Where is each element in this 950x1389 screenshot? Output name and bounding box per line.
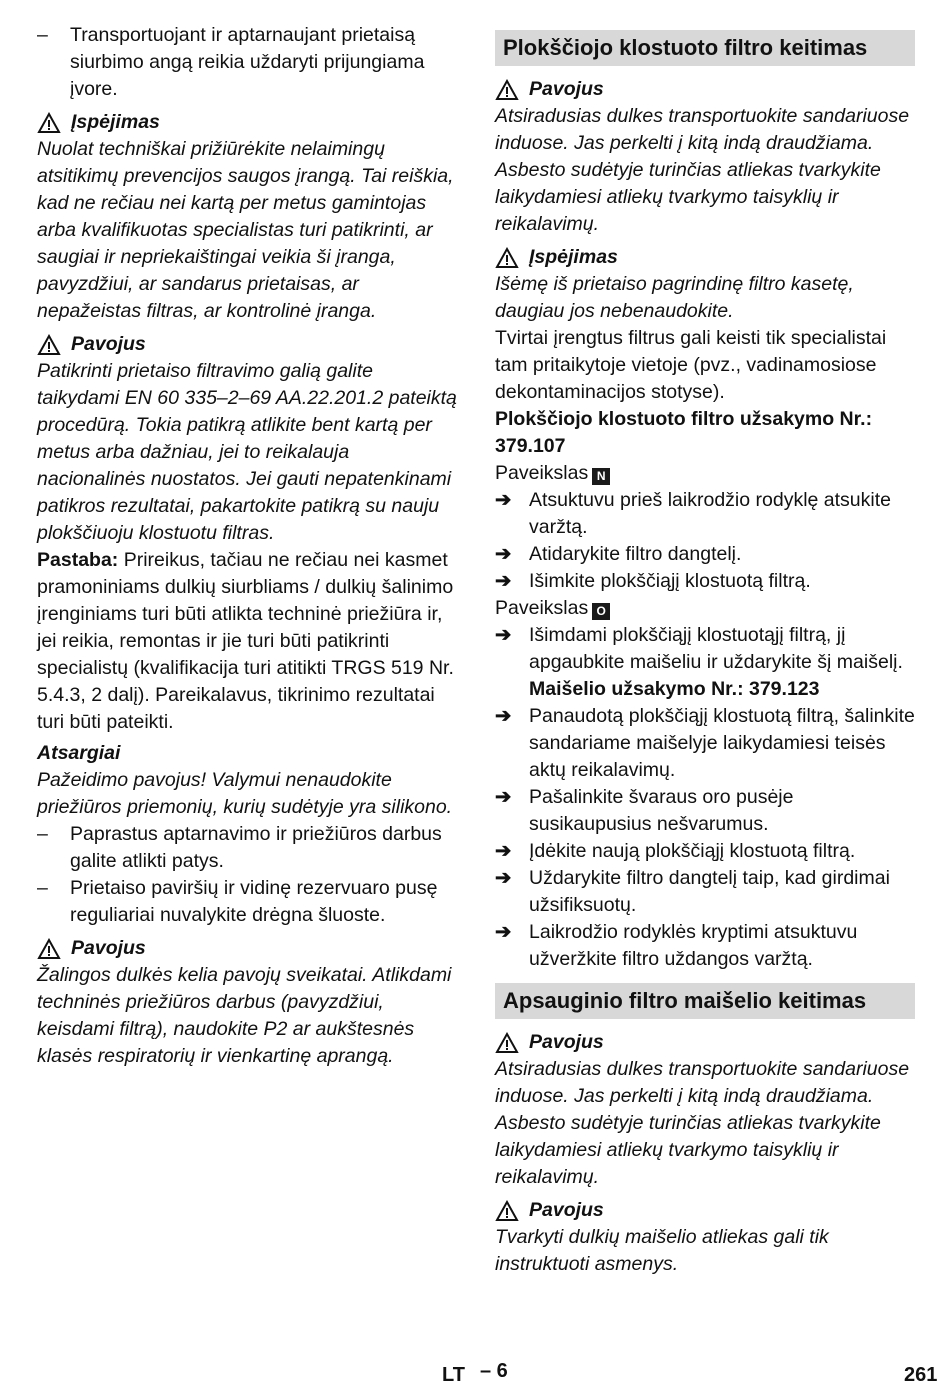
warning-triangle-icon	[495, 79, 519, 101]
footer-language: LT	[442, 1364, 465, 1386]
arrow-right-icon: ➔	[495, 705, 512, 727]
arrow-right-icon: ➔	[495, 489, 512, 511]
note-paragraph	[37, 547, 457, 736]
list-item: ➔ Laikrodžio rodyklės kryptimi atsuktuvu užveržkite filtro uždangos varžtą.	[495, 919, 915, 973]
arrow-right-icon: ➔	[495, 840, 512, 862]
danger-heading: Pavojus	[495, 76, 915, 103]
danger-heading: Pavojus	[495, 1029, 915, 1056]
caution-text: Pažeidimo pavojus! Valymui nenaudokite priežiūros priemonių, kurių sudėtyje yra silikono.	[37, 769, 453, 818]
list-item: ➔ Atsuktuvu prieš laikrodžio rodyklę atsukite varžtą.	[495, 487, 915, 541]
right-column	[495, 30, 915, 1278]
danger-text: Atsiradusias dulkes transportuokite sandariuose induose. Jas perkelti į kitą indą draudžiama. Asbesto sudėtyje turinčias atliekas tvarkykite laikydamiesi atliekų tvarkymo taisyklių ir reikalavimų.	[495, 105, 910, 235]
page-number: 261	[904, 1364, 938, 1386]
list-item: ➔ Įdėkite naują plokščiąjį klostuotą filtrą.	[495, 838, 915, 865]
warning-text: Nuolat techniškai prižiūrėkite nelaimingų atsitikimų prevencijos saugos įrangą. Tai reiškia, kad ne rečiau nei kartą per metus gamintojas arba kvalifikuotas specialistas turi patikrinti, ar saugiai ir nepriekaištingai veikia ši įranga, pavyzdžiui, ar sandarus prietaisas, ar nepažeistas filtras, ar kontrolinė įranga.	[37, 138, 454, 322]
arrow-right-icon: ➔	[495, 570, 512, 592]
arrow-right-icon: ➔	[495, 867, 512, 889]
warning-triangle-icon	[495, 1032, 519, 1054]
danger-text: Atsiradusias dulkes transportuokite sandariuose induose. Jas perkelti į kitą indą draudžiama. Asbesto sudėtyje turinčias atliekas tvarkykite laikydamiesi atliekų tvarkymo taisyklių ir reikalavimų.	[495, 1058, 910, 1188]
arrow-right-icon: ➔	[495, 786, 512, 808]
note-text: Prireikus, tačiau ne rečiau nei kasmet pramoniniams dulkių siurbliams / dulkių šalinimo įrenginiams turi būti atlikta techninė priežiūra ir, jei reikia, remontas ir jie turi būti patikrinti specialistų (kvalifikacija turi atitikti TRGS 519 Nr. 5.4.3, 2 dalį). Pareikalavus, tikrinimo rezultatai turi būti pateikti.	[37, 549, 454, 733]
list-item: – Prietaiso paviršių ir vidinę rezervuaro pusę reguliariai nuvalykite drėgna šluoste.	[37, 877, 438, 926]
figure-letter-badge: O	[592, 603, 610, 620]
warning-triangle-icon	[495, 247, 519, 269]
arrow-right-icon: ➔	[495, 921, 512, 943]
danger-heading: Pavojus	[495, 1197, 915, 1224]
warning-triangle-icon	[37, 112, 61, 134]
section-title: Plokščiojo klostuoto filtro keitimas	[495, 30, 915, 66]
list-item: ➔ Pašalinkite švaraus oro pusėje susikaupusius nešvarumus.	[495, 784, 915, 838]
arrow-right-icon: ➔	[495, 543, 512, 565]
warning-triangle-icon	[495, 1200, 519, 1222]
danger-heading: Pavojus	[37, 331, 457, 358]
arrow-right-icon: ➔	[495, 624, 512, 646]
list-item: ➔ Išimkite plokščiąjį klostuotą filtrą.	[495, 568, 915, 595]
warning-triangle-icon	[37, 938, 61, 960]
warning-heading: Įspėjimas	[37, 109, 457, 136]
caution-heading: Atsargiai	[37, 742, 121, 764]
list-item: ➔ Išimdami plokščiąjį klostuotąjį filtrą, jį apgaubkite maišeliu ir uždarykite šį maišelį.	[495, 622, 915, 676]
list-item: ➔ Atidarykite filtro dangtelį.	[495, 541, 915, 568]
figure-reference: Paveikslas O	[495, 595, 915, 622]
list-item: – Transportuojant ir aptarnaujant prietaisą siurbimo angą reikia uždaryti prijungiama įvore.	[37, 22, 457, 103]
list-item: ➔ Panaudotą plokščiąjį klostuotą filtrą, šalinkite sandariame maišelyje laikydamiesi teisės aktų reikalavimų.	[495, 703, 915, 784]
figure-reference: Paveikslas N	[495, 460, 915, 487]
order-heading: Plokščiojo klostuoto filtro užsakymo Nr.: 379.107	[495, 408, 873, 457]
figure-letter-badge: N	[592, 468, 610, 485]
warning-heading: Įspėjimas	[495, 244, 915, 271]
left-column	[37, 22, 457, 1070]
footer-local-page: – 6	[480, 1360, 508, 1382]
dash-text: Transportuojant ir aptarnaujant prietaisą siurbimo angą reikia uždaryti prijungiama įvore.	[70, 24, 425, 100]
danger-text: Patikrinti prietaiso filtravimo galią galite taikydami EN 60 335–2–69 AA.22.201.2 pateiktą procedūrą. Tokia patikrą atlikite bent kartą per metus arba dažniau, jei to reikalauja nacionalinės nuostatos. Jei gauti nepatenkinami patikros rezultatai, pakartokite patikrą su nauju plokščiuoju klostuotu filtras.	[37, 360, 457, 544]
note-label: Pastaba:	[37, 549, 119, 571]
warning-text: Išėmę iš prietaiso pagrindinę filtro kasetę, daugiau jos nebenaudokite.	[495, 273, 854, 322]
danger-heading: Pavojus	[37, 935, 457, 962]
bag-order-number: Maišelio užsakymo Nr.: 379.123	[529, 678, 820, 700]
body-text: Tvirtai įrengtus filtrus gali keisti tik specialistai tam pritaikytoje vietoje (pvz., vadinamosiose dekontaminacijos stotyse).	[495, 327, 887, 403]
list-item: ➔ Uždarykite filtro dangtelį taip, kad girdimai užsifiksuotų.	[495, 865, 915, 919]
section-title: Apsauginio filtro maišelio keitimas	[495, 983, 915, 1019]
list-item: – Paprastus aptarnavimo ir priežiūros darbus galite atlikti patys.	[37, 823, 442, 872]
danger-text: Žalingos dulkės kelia pavojų sveikatai. Atlikdami techninės priežiūros darbus (pavyzdžiui, keisdami filtrą), naudokite P2 ar aukštesnės klasės respiratorių ir vienkartinę aprangą.	[37, 964, 452, 1067]
warning-triangle-icon	[37, 334, 61, 356]
danger-text: Tvarkyti dulkių maišelio atliekas gali tik instruktuoti asmenys.	[495, 1226, 829, 1275]
